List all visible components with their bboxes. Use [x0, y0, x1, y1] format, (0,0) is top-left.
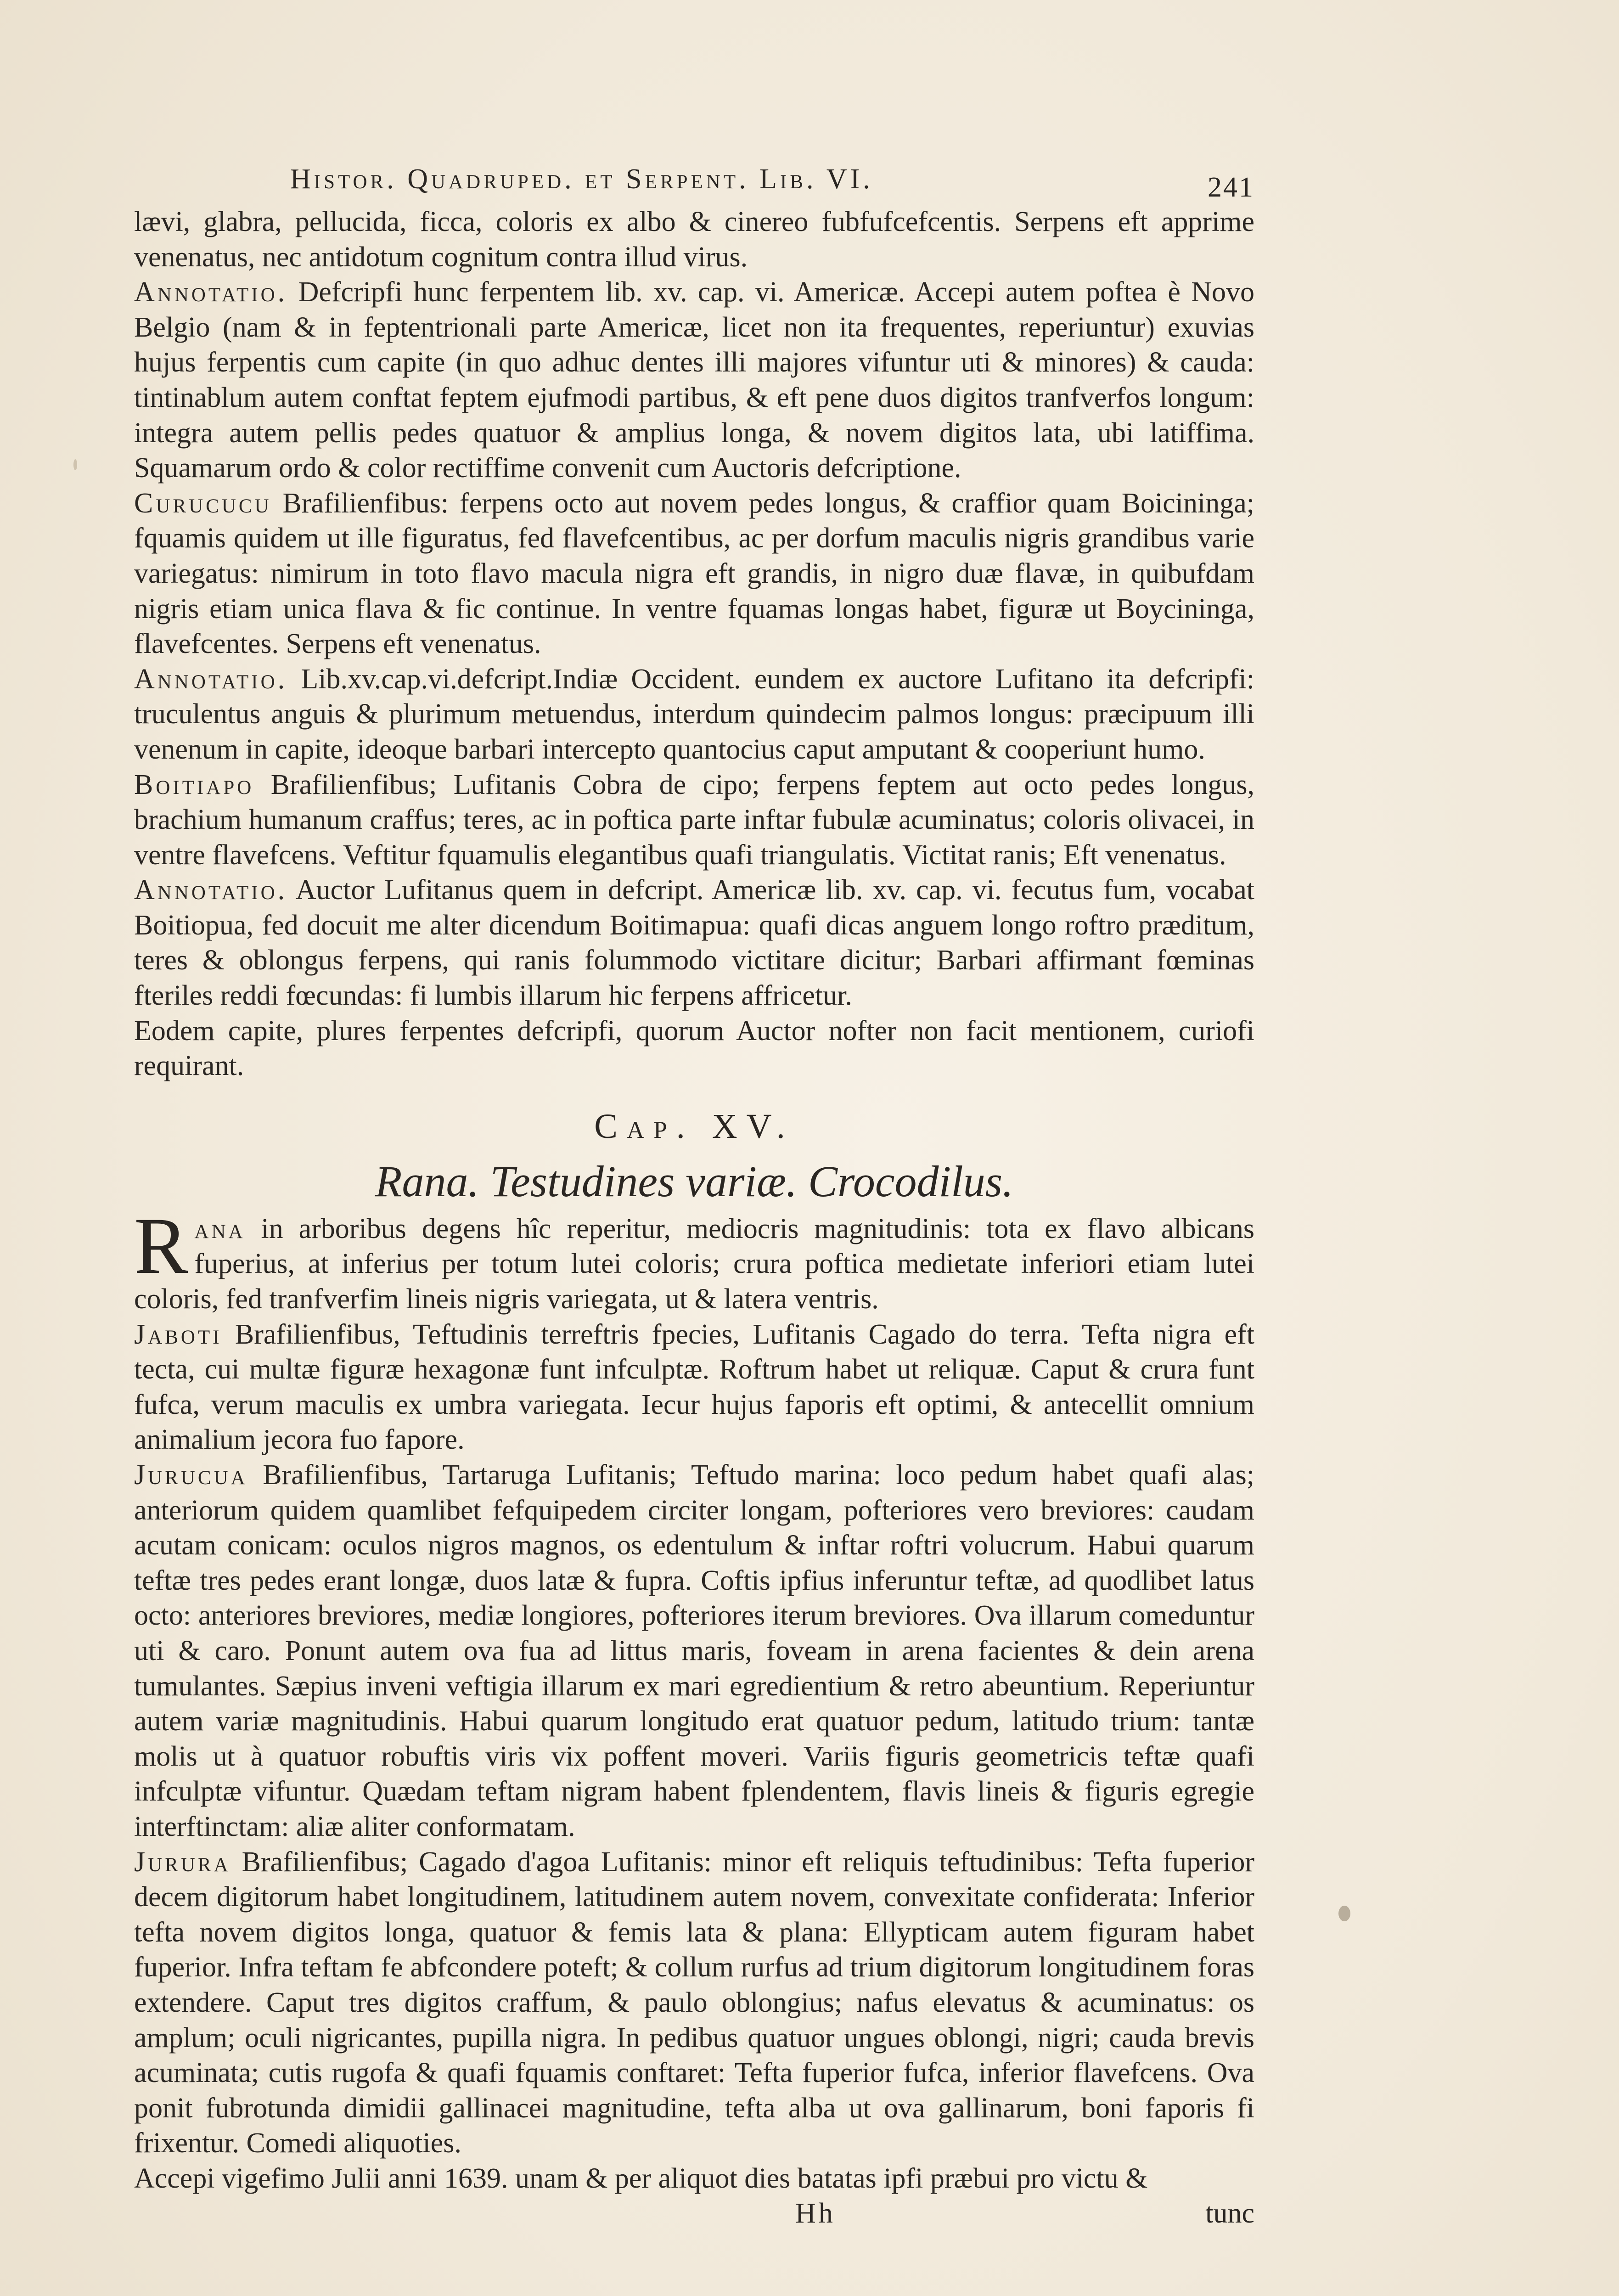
chapter-heading: Cap. XV.	[594, 1107, 794, 1146]
paragraph	[134, 662, 1254, 767]
paragraph-text: Accepi vigefimo Julii anni 1639. unam & per aliquot dies batatas ipfi præbui pro victu &	[134, 2162, 1148, 2194]
drop-cap: R	[134, 1201, 188, 1291]
paragraph	[134, 275, 1254, 486]
paragraph	[134, 1317, 1254, 1458]
paragraph	[134, 1013, 1254, 1084]
paragraph-text: Lib.xv.cap.vi.defcript.Indiæ Occident. eundem ex auctore Lufitano ita defcripfi: truculentus anguis & plurimum metuendus, interdum quindecim palmos longus: præcipuum illi venenum in capite, ideoque barbari intercepto quantocius caput amputant & cooperiunt humo.	[134, 663, 1254, 765]
paragraph-text: Brafilienfibus, Tartaruga Lufitanis; Teftudo marina: loco pedum habet quafi alas; anteriorum quidem quamlibet fefquipedem circiter longam, pofteriores vero breviores: caudam acutam conicam: oculos nigros magnos, os edentulum & inftar roftri volucrum. Habui quarum teftæ tres pedes erant longæ, duos latæ & fupra. Coftis ipfius inferuntur teftæ, ad quodlibet latus octo: anteriores breviores, mediæ longiores, pofteriores iterum breviores. Ova illarum comeduntur uti & caro. Ponunt autem ova fua ad littus maris, foveam in arena facientes & dein arena tumulantes. Sæpius inveni veftigia illarum ex mari egredientium & retro abeuntium. Reperiuntur autem variæ magnitudinis. Habui quarum longitudo erat quatuor pedum, latitudo trium: tantæ molis ut à quatuor robuftis viris vix poffent moveri. Variis figuris geometricis teftæ quafi infculptæ vifuntur. Quædam teftam nigram habent fplendentem, flavis lineis & figuris egregie interftinctam: aliæ aliter conformatam.	[134, 1459, 1254, 1842]
paragraph-lead: Jurura	[134, 1846, 231, 1878]
paragraph	[134, 767, 1254, 873]
chapter-title: Rana. Testudines variæ. Crocodilus.	[375, 1156, 1014, 1206]
running-head	[134, 154, 1254, 204]
foxing-spot	[73, 459, 77, 470]
text-block	[134, 154, 1254, 2231]
bottom-section	[134, 1201, 1254, 2196]
paragraph	[134, 486, 1254, 662]
paragraph-text: Brafilienfibus; Cagado d'agoa Lufitanis: minor eft reliquis teftudinibus: Tefta fuperior decem digitorum habet longitudinem, latitudinem autem novem, convexitate confiderata: Inferior tefta novem digitos longa, quatuor & femis lata & plana: Ellypticam autem figuram habet fuperior. Infra teftam fe abfcondere poteft; & collum rurfus ad trium digitorum longitudinem foras extendere. Caput tres digitos craffum, & paulo oblongius; nafus elevatus & acuminatus: os amplum; oculi nigricantes, pupilla nigra. In pedibus quatuor ungues oblongi, nigri; cauda brevis acuminata; cutis rugofa & quafi fquamis conftaret: Tefta fuperior fufca, inferior flavefcens. Ova ponit fubrotunda dimidii gallinacei magnitudine, tefta alba ut ova gallinarum, boni faporis fi frixentur. Comedi aliquoties.	[134, 1846, 1254, 2159]
catchword: tunc	[1205, 2198, 1254, 2229]
paragraph-lead: Annotatio.	[134, 874, 288, 906]
paragraph-lead: ana	[194, 1213, 246, 1244]
paragraph	[134, 1458, 1254, 1845]
paragraph-text: in arboribus degens hîc reperitur, mediocris magnitudinis: tota ex flavo albicans fuperius, at inferius per totum lutei coloris; crura poftica medietate inferiori etiam lutei coloris, fed tranfverfim lineis nigris variegata, ut & latera ventris.	[134, 1213, 1254, 1315]
paragraph-lead: Jaboti	[134, 1318, 222, 1350]
paragraph	[134, 872, 1254, 1013]
paragraph-text: lævi, glabra, pellucida, ficca, coloris ex albo & cinereo fubfufcefcentis. Serpens eft apprime venenatus, nec antidotum cognitum contra illud virus.	[134, 206, 1254, 273]
paragraph	[134, 204, 1254, 275]
running-head-title: Histor. Quadruped. et Serpent. Lib. VI.	[290, 163, 873, 195]
paragraph-lead: Annotatio.	[134, 663, 288, 695]
paragraph-text: Defcripfi hunc ferpentem lib. xv. cap. vi. Americæ. Accepi autem poftea è Novo Belgio (nam & in feptentrionali parte Americæ, licet non ita frequentes, reperiuntur) exuvias hujus ferpentis cum capite (in quo adhuc dentes illi majores vifuntur uti & minores) & cauda: tintinablum autem conftat feptem ejufmodi partibus, & eft pene duos digitos tranfverfos longum: integra autem pellis pedes quatuor & amplius longa, & novem digitos lata, ubi latiffima. Squamarum ordo & color rectiffime convenit cum Auctoris defcriptione.	[134, 276, 1254, 484]
paragraph-text: Auctor Lufitanus quem in defcript. Americæ lib. xv. cap. vi. fecutus fum, vocabat Boitiopua, fed docuit me alter dicendum Boitimapua: quafi dicas anguem longo roftro præditum, teres & oblongus ferpens, qui ranis folummodo victitare dicitur; Barbari affirmant fœminas fteriles reddi fœcundas: fi lumbis illarum hic ferpens affricetur.	[134, 874, 1254, 1012]
paragraph	[134, 2161, 1254, 2196]
signature-mark: Hh	[795, 2198, 836, 2229]
paragraph-lead: Boitiapo	[134, 769, 254, 800]
page-footer	[134, 2196, 1254, 2231]
page-number: 241	[1208, 172, 1254, 203]
paragraph-text: Brafilienfibus: ferpens octo aut novem pedes longus, & craffior quam Boicininga; fquamis quidem ut ille figuratus, fed flavefcentibus, ac per dorfum maculis nigris grandibus varie variegatus: nimirum in toto flavo macula nigra eft grandis, in nigro duæ flavæ, in quibufdam nigris etiam unica flava & fic continue. In ventre fquamas longas habet, figuræ ut Boycininga, flavefcentes. Serpens eft venenatus.	[134, 487, 1254, 660]
paragraph-lead: Curucucu	[134, 487, 272, 519]
paragraph	[134, 1201, 1254, 1317]
paragraph-lead: Jurucua	[134, 1459, 248, 1491]
paragraph-text: Brafilienfibus; Lufitanis Cobra de cipo; ferpens feptem aut octo pedes longus, brachium humanum craffus; teres, ac in poftica parte inftar fubulæ acuminatus; coloris olivacei, in ventre flavefcens. Veftitur fquamulis elegantibus quafi triangulatis. Victitat ranis; Eft venenatus.	[134, 769, 1254, 871]
paragraph-text: Brafilienfibus, Teftudinis terreftris fpecies, Lufitanis Cagado do terra. Tefta nigra eft tecta, cui multæ figuræ hexagonæ funt infculptæ. Roftrum habet ut reliquæ. Caput & crura funt fufca, verum maculis ex umbra variegata. Iecur hujus faporis eft optimi, & antecellit omnium animalium jecora fuo fapore.	[134, 1318, 1254, 1456]
foxing-spot	[1338, 1906, 1350, 1921]
paragraph-text: Eodem capite, plures ferpentes defcripfi, quorum Auctor nofter non facit mentionem, curiofi requirant.	[134, 1015, 1254, 1082]
paragraph	[134, 1845, 1254, 2161]
paragraph-lead: Annotatio.	[134, 276, 288, 308]
top-section	[134, 204, 1254, 1084]
